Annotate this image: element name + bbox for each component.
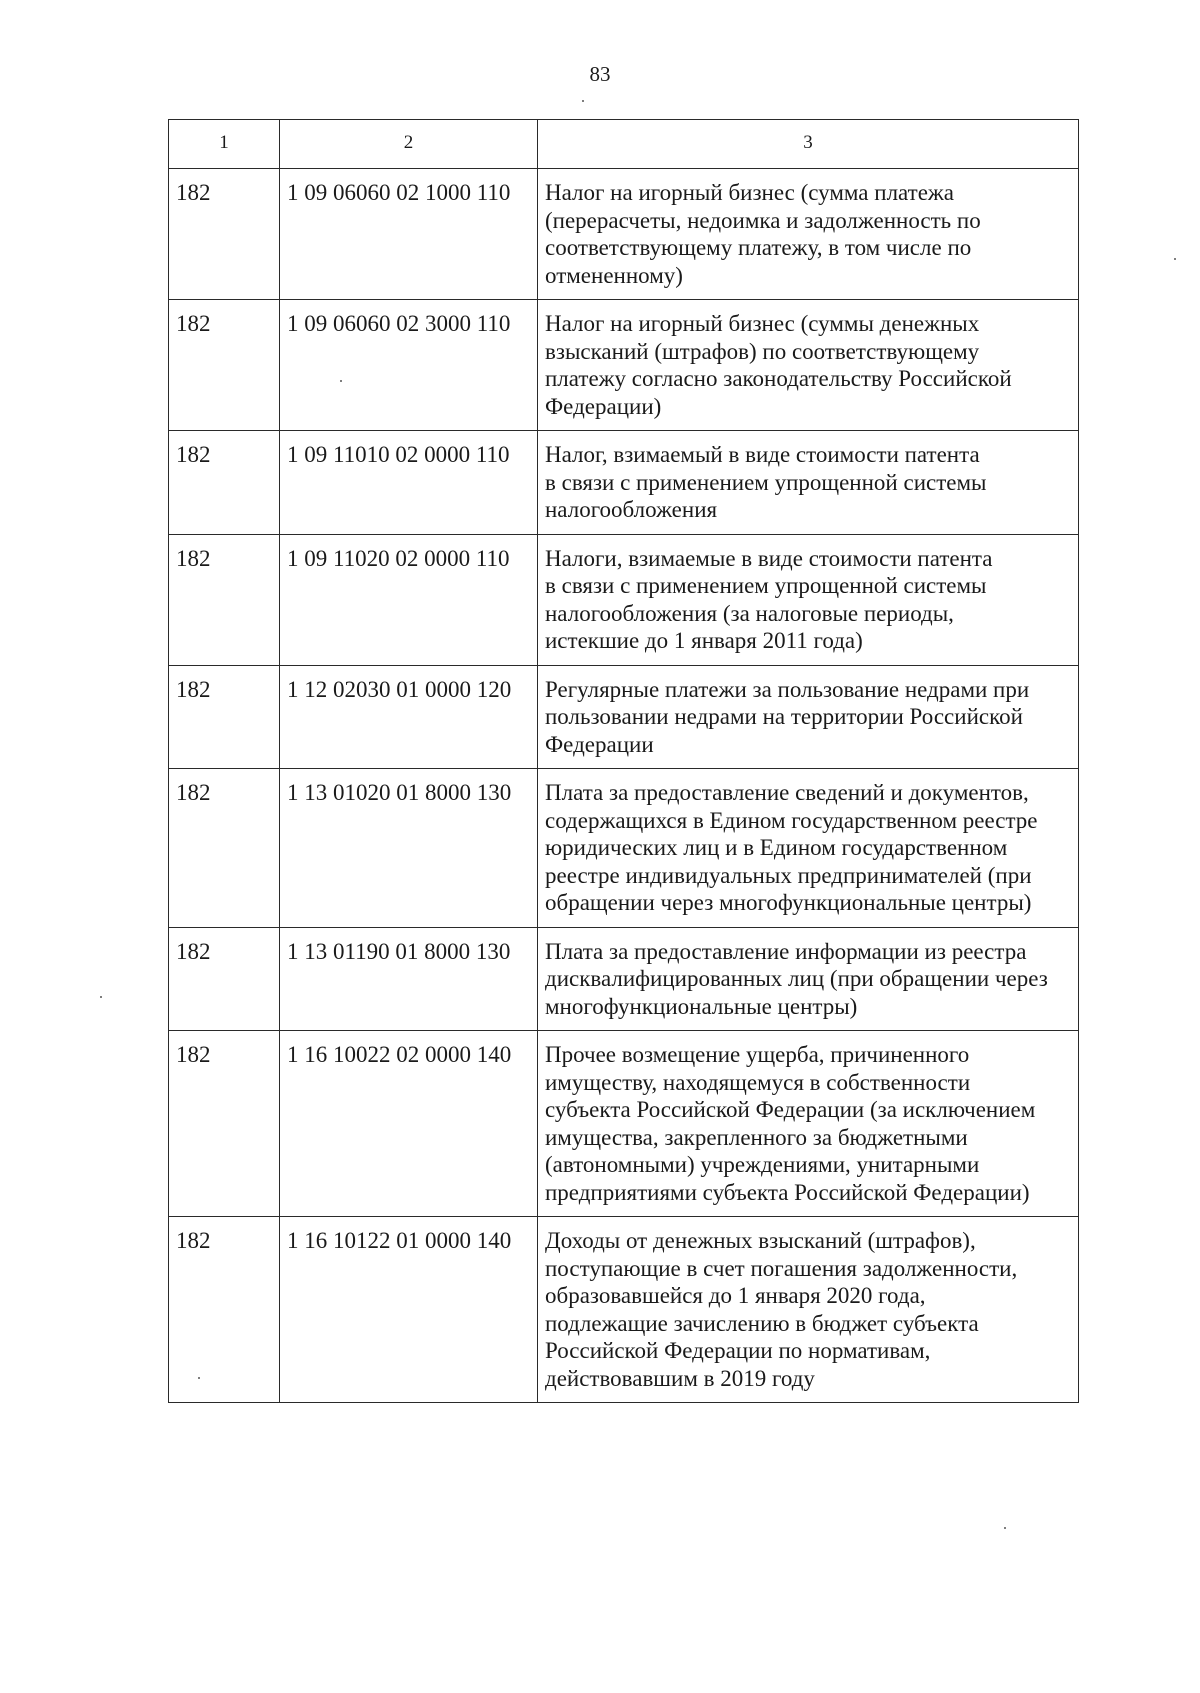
admin-code-cell: 182 [169, 769, 280, 928]
description-line: содержащихся в Едином государственном реестре [545, 807, 1038, 833]
description-line: в связи с применением упрощенной системы [545, 469, 987, 495]
description-line: Федерации) [545, 393, 662, 419]
scan-speck [582, 100, 584, 102]
table-row [169, 927, 1079, 1031]
description-cell [538, 769, 1079, 928]
budget-code-cell: 1 09 11020 02 0000 110 [280, 534, 538, 665]
budget-code-cell: 1 16 10022 02 0000 140 [280, 1031, 538, 1217]
column-header-2: 2 [280, 120, 538, 169]
budget-code-cell: 1 12 02030 01 0000 120 [280, 665, 538, 769]
description-line: взысканий (штрафов) по соответствующему [545, 338, 980, 364]
description-line: имуществу, находящемуся в собственности [545, 1069, 971, 1095]
table-row [169, 169, 1079, 300]
description-line: истекшие до 1 января 2011 года) [545, 628, 863, 653]
table-row [169, 665, 1079, 769]
description-cell [538, 169, 1079, 300]
description-line: Российской Федерации по нормативам, [545, 1338, 931, 1363]
description-line: образовавшейся до 1 января 2020 года, [545, 1283, 926, 1308]
scan-speck [198, 1377, 200, 1379]
admin-code-cell: 182 [169, 431, 280, 535]
scan-speck [100, 996, 102, 998]
table-row [169, 1217, 1079, 1403]
admin-code-cell: 182 [169, 534, 280, 665]
scan-speck [340, 380, 342, 382]
description-cell [538, 300, 1079, 431]
description-line: Доходы от денежных взысканий (штрафов), [545, 1228, 976, 1253]
description-line: Регулярные платежи за пользование недрами при [545, 676, 1030, 702]
admin-code-cell: 182 [169, 1217, 280, 1403]
column-header-1: 1 [169, 120, 280, 169]
scan-speck [1004, 1527, 1006, 1529]
description-line: пользовании недрами на территории Российской [545, 704, 1023, 729]
budget-code-cell: 1 13 01020 01 8000 130 [280, 769, 538, 928]
description-line: подлежащие зачислению в бюджет субъекта [545, 1310, 979, 1336]
budget-code-cell: 1 16 10122 01 0000 140 [280, 1217, 538, 1403]
budget-code-cell: 1 09 11010 02 0000 110 [280, 431, 538, 535]
table-row [169, 1031, 1079, 1217]
description-line: действовавшим в 2019 году [545, 1365, 815, 1391]
description-line: реестре индивидуальных предпринимателей (при [545, 862, 1032, 888]
description-line: Налог на игорный бизнес (суммы денежных [545, 311, 980, 336]
description-line: предприятиями субъекта Российской Федерации) [545, 1179, 1030, 1205]
description-line: Налоги, взимаемые в виде стоимости патента [545, 545, 993, 571]
description-cell [538, 1217, 1079, 1403]
revenue-code-table [168, 119, 1079, 1403]
description-line: юридических лиц и в Едином государственном [545, 835, 1008, 860]
description-line: многофункциональные центры) [545, 993, 858, 1019]
description-line: Налог, взимаемый в виде стоимости патента [545, 442, 980, 467]
description-cell [538, 927, 1079, 1031]
scan-speck [1174, 258, 1176, 260]
description-line: Плата за предоставление информации из реестра [545, 938, 1027, 964]
admin-code-cell: 182 [169, 300, 280, 431]
table-header [169, 120, 1079, 169]
description-cell [538, 665, 1079, 769]
budget-code-cell: 1 13 01190 01 8000 130 [280, 927, 538, 1031]
description-cell [538, 431, 1079, 535]
table-row [169, 534, 1079, 665]
description-line: Плата за предоставление сведений и документов, [545, 780, 1029, 805]
description-line: Федерации [545, 731, 654, 757]
budget-code-cell: 1 09 06060 02 3000 110 [280, 300, 538, 431]
description-line: имущества, закрепленного за бюджетными [545, 1124, 968, 1150]
description-line: поступающие в счет погашения задолженности, [545, 1255, 1018, 1281]
description-line: платежу согласно законодательству Российской [545, 366, 1012, 391]
page-number: 83 [589, 62, 611, 86]
description-line: соответствующему платежу, в том числе по [545, 235, 972, 260]
admin-code-cell: 182 [169, 1031, 280, 1217]
column-header-3: 3 [538, 120, 1079, 169]
admin-code-cell: 182 [169, 169, 280, 300]
description-line: субъекта Российской Федерации (за исключением [545, 1097, 1036, 1122]
description-cell [538, 1031, 1079, 1217]
description-cell [538, 534, 1079, 665]
budget-code-cell: 1 09 06060 02 1000 110 [280, 169, 538, 300]
admin-code-cell: 182 [169, 665, 280, 769]
description-line: Прочее возмещение ущерба, причиненного [545, 1042, 970, 1067]
description-line: обращении через многофункциональные центры) [545, 890, 1032, 915]
description-line: налогообложения (за налоговые периоды, [545, 600, 954, 626]
description-line: отмененному) [545, 262, 683, 288]
header-row [169, 120, 1079, 169]
table-row [169, 431, 1079, 535]
description-line: (автономными) учреждениями, унитарными [545, 1152, 980, 1177]
table-row [169, 769, 1079, 928]
admin-code-cell: 182 [169, 927, 280, 1031]
description-line: налогообложения [545, 497, 718, 522]
description-line: Налог на игорный бизнес (сумма платежа [545, 180, 955, 205]
description-line: в связи с применением упрощенной системы [545, 573, 987, 598]
description-line: (перерасчеты, недоимка и задолженность по [545, 207, 981, 233]
table-row [169, 300, 1079, 431]
description-line: дисквалифицированных лиц (при обращении через [545, 966, 1048, 991]
table-body [169, 169, 1079, 1403]
